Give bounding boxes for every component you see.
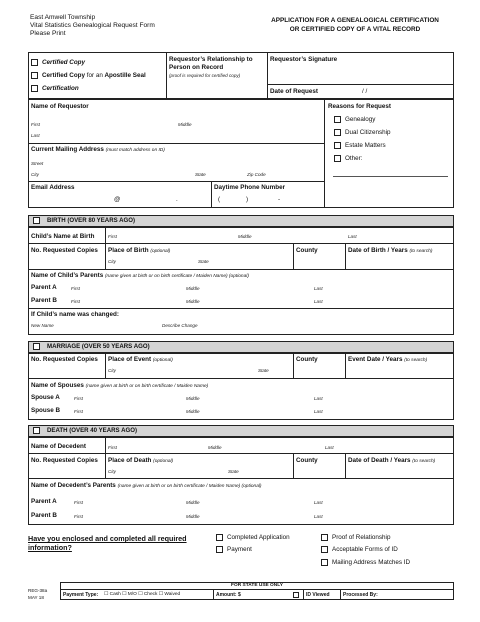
birth-place-note: (optional) [150, 249, 171, 254]
divider [28, 269, 454, 270]
requestor-name-label: Name of Requestor [31, 103, 89, 110]
child-first-label: First [108, 234, 117, 239]
marriage-band-label [47, 343, 150, 350]
relationship-note: (proof is required for certified copy) [169, 73, 241, 78]
death-block [28, 437, 454, 525]
requestor-middle-label: Middle [178, 122, 192, 127]
checklist-question: Have you enclosed and completed all required information? [28, 534, 187, 552]
divider [211, 181, 212, 208]
requestor-last-label: Last [31, 133, 40, 138]
payment-type-options[interactable]: ☐ Cash ☐ M/O ☐ Check ☐ Waived [104, 592, 181, 597]
name-changed-label: If Child’s name was changed: [31, 311, 119, 318]
marriage-checkbox[interactable] [33, 343, 40, 350]
birth-place-label [108, 247, 170, 254]
death-county-label: County [296, 457, 318, 464]
death-date-label [348, 457, 435, 464]
birth-copies-label: No. Requested Copies [31, 247, 98, 254]
decedent-parent-a-first: First [74, 500, 83, 505]
birth-state-label: State [198, 259, 209, 264]
divider [293, 453, 294, 478]
processed-by-label: Processed By: [343, 592, 378, 598]
describe-change-label: Describe Change [162, 323, 198, 328]
state-use-heading: FOR STATE USE ONLY [231, 583, 283, 588]
birth-band-note: (OVER 80 YEARS AGO) [67, 217, 136, 224]
parent-b-label: Parent B [31, 297, 57, 304]
address-matches-checkbox[interactable] [321, 559, 328, 566]
id-viewed-checkbox[interactable] [293, 592, 299, 598]
mailing-address-label [31, 146, 165, 153]
death-band-note: (OVER 40 YEARS AGO) [69, 427, 137, 434]
mailing-address-text: Current Mailing Address [31, 146, 104, 153]
genealogy-checkbox[interactable] [334, 116, 341, 123]
birth-checkbox[interactable] [33, 217, 40, 224]
apostille-label-part: for an [86, 72, 103, 79]
divider [60, 589, 454, 590]
birth-county-label: County [296, 247, 318, 254]
date-of-request-label: Date of Request [270, 88, 318, 95]
birth-band-text: BIRTH [47, 217, 66, 224]
estate-matters-label: Estate Matters [345, 142, 386, 149]
death-place-label [108, 457, 173, 464]
death-place-note: (optional) [153, 459, 174, 464]
certified-copy-label: Certified Copy [42, 59, 86, 66]
divider [28, 453, 454, 454]
death-place-text: Place of Death [108, 457, 152, 464]
spouse-a-middle-label: Middle [186, 396, 200, 401]
completed-application-label: Completed Application [227, 534, 290, 541]
spouses-label [31, 382, 208, 389]
marriage-county-label: County [296, 356, 318, 363]
child-last-label: Last [348, 234, 357, 239]
address-matches-label: Mailing Address Matches ID [332, 559, 411, 566]
decedent-parent-a-middle: Middle [186, 500, 200, 505]
acceptable-id-checkbox[interactable] [321, 546, 328, 553]
decedent-parent-a-last: Last [314, 500, 323, 505]
email-label: Email Address [31, 184, 75, 191]
death-city-label: City [108, 469, 116, 474]
divider [28, 308, 454, 309]
parent-b-last-label: Last [314, 299, 323, 304]
phone-label: Daytime Phone Number [214, 184, 286, 191]
spouse-b-middle-label: Middle [186, 409, 200, 414]
certified-copy-checkbox[interactable] [31, 59, 38, 66]
birth-place-text: Place of Birth [108, 247, 149, 254]
marriage-band-text: MARRIAGE [47, 343, 81, 350]
apostille-label-part: Apostille Seal [104, 72, 146, 79]
divider [340, 589, 341, 600]
requestor-block [28, 99, 454, 208]
city-label: City [31, 172, 39, 177]
spouse-b-label: Spouse B [31, 407, 61, 414]
mailing-address-note: (must match address on ID) [105, 148, 165, 153]
spouse-b-first-label: First [74, 409, 83, 414]
id-viewed-label: ID Viewed [306, 592, 330, 598]
divider [28, 181, 324, 182]
title-line-2: OR CERTIFIED COPY OF A VITAL RECORD [289, 25, 421, 33]
title-line-1: APPLICATION FOR A GENEALOGICAL CERTIFICATION [271, 17, 439, 24]
divider [28, 143, 324, 144]
divider [293, 353, 294, 378]
divider [324, 99, 325, 208]
parent-a-first-label: First [71, 286, 80, 291]
other-checkbox[interactable] [334, 155, 341, 162]
child-middle-label: Middle [238, 234, 252, 239]
acceptable-id-label: Acceptable Forms of ID [332, 546, 398, 553]
divider [213, 589, 214, 600]
marriage-date-label [348, 356, 427, 363]
parent-a-last-label: Last [314, 286, 323, 291]
divider [166, 52, 167, 99]
marriage-city-label: City [108, 368, 116, 373]
child-name-label: Child’s Name at Birth [31, 233, 95, 240]
spouse-a-first-label: First [74, 396, 83, 401]
apostille-label-part: Certified Copy [42, 72, 86, 79]
phone-dash: - [278, 196, 281, 203]
divider [345, 453, 346, 478]
spouse-a-last-label: Last [314, 396, 323, 401]
township-header [30, 14, 155, 38]
parent-a-label: Parent A [31, 284, 57, 291]
print-instruction: Please Print [30, 30, 66, 37]
marriage-place-note: (optional) [152, 358, 173, 363]
date-of-request-field[interactable]: / / [362, 88, 368, 95]
email-dot: . [176, 196, 178, 203]
parent-b-first-label: First [71, 299, 80, 304]
decedent-middle-label: Middle [208, 445, 222, 450]
certification-label: Certification [42, 85, 79, 92]
payment-type-label: Payment Type: [63, 592, 99, 598]
dual-citizenship-checkbox[interactable] [334, 129, 341, 136]
proof-of-relationship-label: Proof of Relationship [332, 534, 391, 541]
birth-date-text: Date of Birth / Years [348, 247, 408, 254]
decedent-parent-b-label: Parent B [31, 512, 57, 519]
divider [28, 378, 454, 379]
page-title [255, 17, 455, 34]
child-parents-label [31, 272, 249, 279]
marriage-band-note: (OVER 50 YEARS AGO) [81, 343, 150, 350]
decedent-name-label: Name of Decedent [31, 443, 86, 450]
phone-paren-open: ( [218, 196, 221, 203]
divider [28, 243, 454, 244]
phone-paren-close: ) [246, 196, 249, 203]
divider [28, 478, 454, 479]
decedent-parent-b-first: First [74, 514, 83, 519]
marriage-date-text: Event Date / Years [348, 356, 403, 363]
township-name: East Amwell Township [30, 14, 96, 21]
death-date-text: Date of Death / Years [348, 457, 411, 464]
death-band-text: DEATH [47, 427, 68, 434]
form-date: MAY 18 [28, 595, 44, 600]
street-label: Street [31, 161, 44, 166]
email-at-sign: @ [114, 196, 121, 203]
other-label: Other: [345, 155, 363, 162]
spouse-a-label: Spouse A [31, 394, 60, 401]
estate-matters-checkbox[interactable] [334, 142, 341, 149]
decedent-parents-note: (name given at birth or on birth certificate / Maiden Name) (optional) [117, 484, 262, 489]
parent-b-middle-label: Middle [186, 299, 200, 304]
amount-label: Amount: $ [216, 592, 241, 598]
spouse-b-last-label: Last [314, 409, 323, 414]
dual-citizenship-label: Dual Citizenship [345, 129, 391, 136]
divider [345, 353, 346, 378]
decedent-parents-label [31, 482, 262, 489]
parent-a-middle-label: Middle [186, 286, 200, 291]
proof-of-relationship-checkbox[interactable] [321, 534, 328, 541]
decedent-parent-a-label: Parent A [31, 498, 57, 505]
birth-date-label [348, 247, 432, 254]
child-parents-note: (name given at birth or on birth certificate / Maiden Name) (optional) [104, 274, 249, 279]
decedent-last-label: Last [325, 445, 334, 450]
marriage-place-label [108, 356, 173, 363]
death-date-note: (to search) [412, 459, 436, 464]
relationship-label: Requestor’s Relationship to Person on Record [169, 56, 253, 71]
new-name-label: New Name [31, 323, 54, 328]
state-label: State [195, 172, 206, 177]
death-checkbox[interactable] [33, 427, 40, 434]
form-id: REG-38a [28, 588, 48, 593]
signature-label: Requestor’s Signature [270, 56, 338, 63]
decedent-first-label: First [108, 445, 117, 450]
zip-label: Zip Code [247, 172, 266, 177]
apostille-checkbox[interactable] [31, 72, 38, 79]
marriage-copies-label: No. Requested Copies [31, 356, 98, 363]
child-parents-text: Name of Child’s Parents [31, 272, 104, 279]
birth-city-label: City [108, 259, 116, 264]
divider [345, 243, 346, 269]
payment-checkbox[interactable] [216, 546, 223, 553]
certification-checkbox[interactable] [31, 85, 38, 92]
divider [105, 353, 106, 378]
death-band-label [47, 427, 137, 434]
death-state-label: State [228, 469, 239, 474]
divider [303, 589, 304, 600]
other-write-line[interactable] [333, 176, 448, 177]
form-name: Vital Statistics Genealogical Request Form [30, 22, 155, 29]
apostille-label [42, 72, 146, 79]
divider [267, 84, 454, 85]
completed-application-checkbox[interactable] [216, 534, 223, 541]
divider [267, 52, 268, 99]
decedent-parent-b-middle: Middle [186, 514, 200, 519]
spouses-note: (name given at birth or on birth certificate / Maiden Name) [85, 384, 209, 389]
marriage-place-text: Place of Event [108, 356, 152, 363]
spouses-text: Name of Spouses [31, 382, 84, 389]
payment-label: Payment [227, 546, 252, 553]
decedent-parent-b-last: Last [314, 514, 323, 519]
marriage-date-note: (to search) [404, 358, 428, 363]
decedent-parents-text: Name of Decedent’s Parents [31, 482, 116, 489]
divider [105, 227, 106, 269]
reasons-label: Reasons for Request [328, 103, 391, 110]
birth-date-note: (to search) [409, 249, 433, 254]
marriage-state-label: State [258, 368, 269, 373]
birth-band-label [47, 217, 135, 224]
divider [105, 437, 106, 478]
requestor-first-label: First [31, 122, 40, 127]
death-copies-label: No. Requested Copies [31, 457, 98, 464]
divider [293, 243, 294, 269]
genealogy-label: Genealogy [345, 116, 376, 123]
